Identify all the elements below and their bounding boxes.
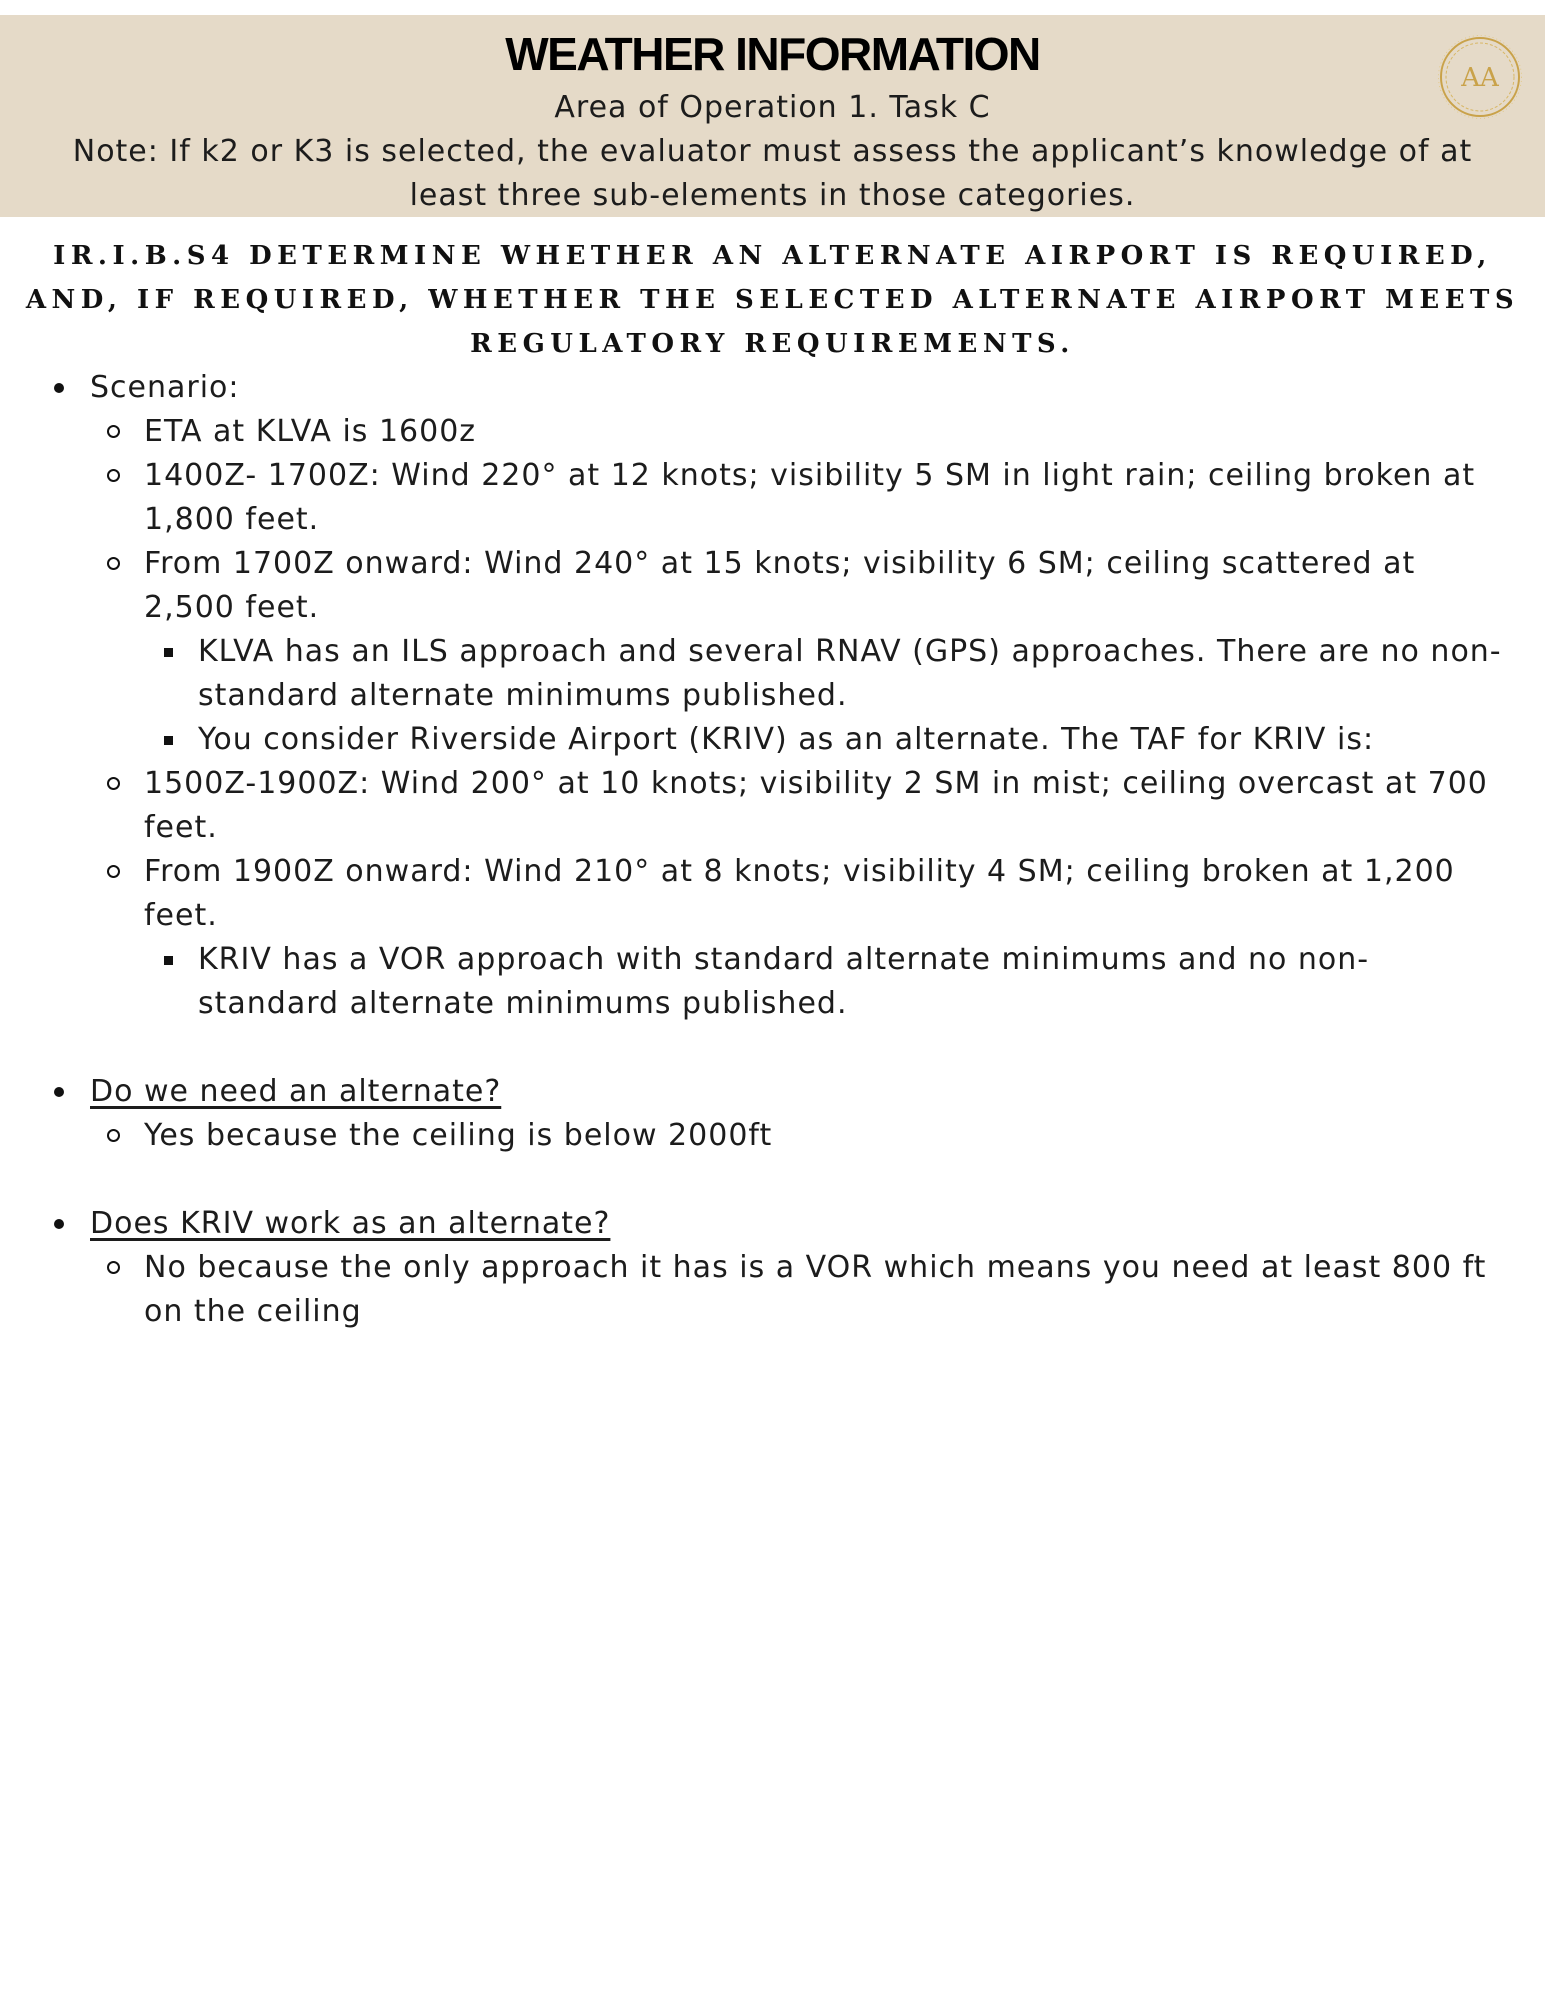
monogram-logo-icon xyxy=(1437,34,1523,120)
logo-monogram: AA xyxy=(1461,63,1499,93)
scenario-sublist xyxy=(144,630,1510,762)
page-title: WEATHER INFORMATION xyxy=(505,28,1040,80)
section-heading: IR.I.B.S4 DETERMINE WHETHER AN ALTERNATE AIRPORT IS REQUIRED, AND, IF REQUIRED, WHETHER THE SELECTED ALTERNATE AIRPORT MEETS REGULATORY REQUIREMENTS. xyxy=(25,241,1520,359)
scenario-list xyxy=(90,410,1510,1026)
list-item xyxy=(90,850,1510,1026)
answer-text: No because the only approach it has is a VOR which means you need at least 800 ft on the ceiling xyxy=(90,1246,1510,1334)
list-item-question-1 xyxy=(40,1070,1510,1202)
question-text: Do we need an alternate? xyxy=(90,1074,502,1109)
list-item-text: From 1700Z onward: Wind 240° at 15 knots; visibility 6 SM; ceiling scattered at 2,500 feet. xyxy=(144,546,1416,625)
list-item: You consider Riverside Airport (KRIV) as an alternate. The TAF for KRIV is: xyxy=(144,718,1510,762)
main-list xyxy=(40,366,1510,1334)
list-item xyxy=(90,542,1510,762)
list-item: 1400Z- 1700Z: Wind 220° at 12 knots; visibility 5 SM in light rain; ceiling broken at 1,800 feet. xyxy=(90,454,1510,542)
question-text: Does KRIV work as an alternate? xyxy=(90,1206,611,1241)
list-item-scenario xyxy=(40,366,1510,1070)
list-item: ETA at KLVA is 1600z xyxy=(90,410,1510,454)
answer-text: Yes because the ceiling is below 2000ft xyxy=(90,1114,1510,1158)
header-note: Note: If k2 or K3 is selected, the evaluator must assess the applicant’s knowledge of at least three sub-elements in those categories. xyxy=(72,134,1473,213)
list-item: KLVA has an ILS approach and several RNAV (GPS) approaches. There are no non-standard alternate minimums published. xyxy=(144,630,1510,718)
answer-list xyxy=(90,1114,1510,1158)
answer-list xyxy=(90,1246,1510,1334)
page-subtitle: Area of Operation 1. Task C xyxy=(554,90,991,125)
list-item: KRIV has a VOR approach with standard alternate minimums and no non-standard alternate minimums published. xyxy=(144,938,1510,1026)
list-item-text: From 1900Z onward: Wind 210° at 8 knots; visibility 4 SM; ceiling broken at 1,200 feet. xyxy=(144,854,1455,933)
list-item: 1500Z-1900Z: Wind 200° at 10 knots; visibility 2 SM in mist; ceiling overcast at 700 feet. xyxy=(90,762,1510,850)
content-body xyxy=(40,366,1510,1334)
scenario-sublist xyxy=(144,938,1510,1026)
list-item-question-2 xyxy=(40,1202,1510,1334)
scenario-label: Scenario: xyxy=(90,370,240,405)
